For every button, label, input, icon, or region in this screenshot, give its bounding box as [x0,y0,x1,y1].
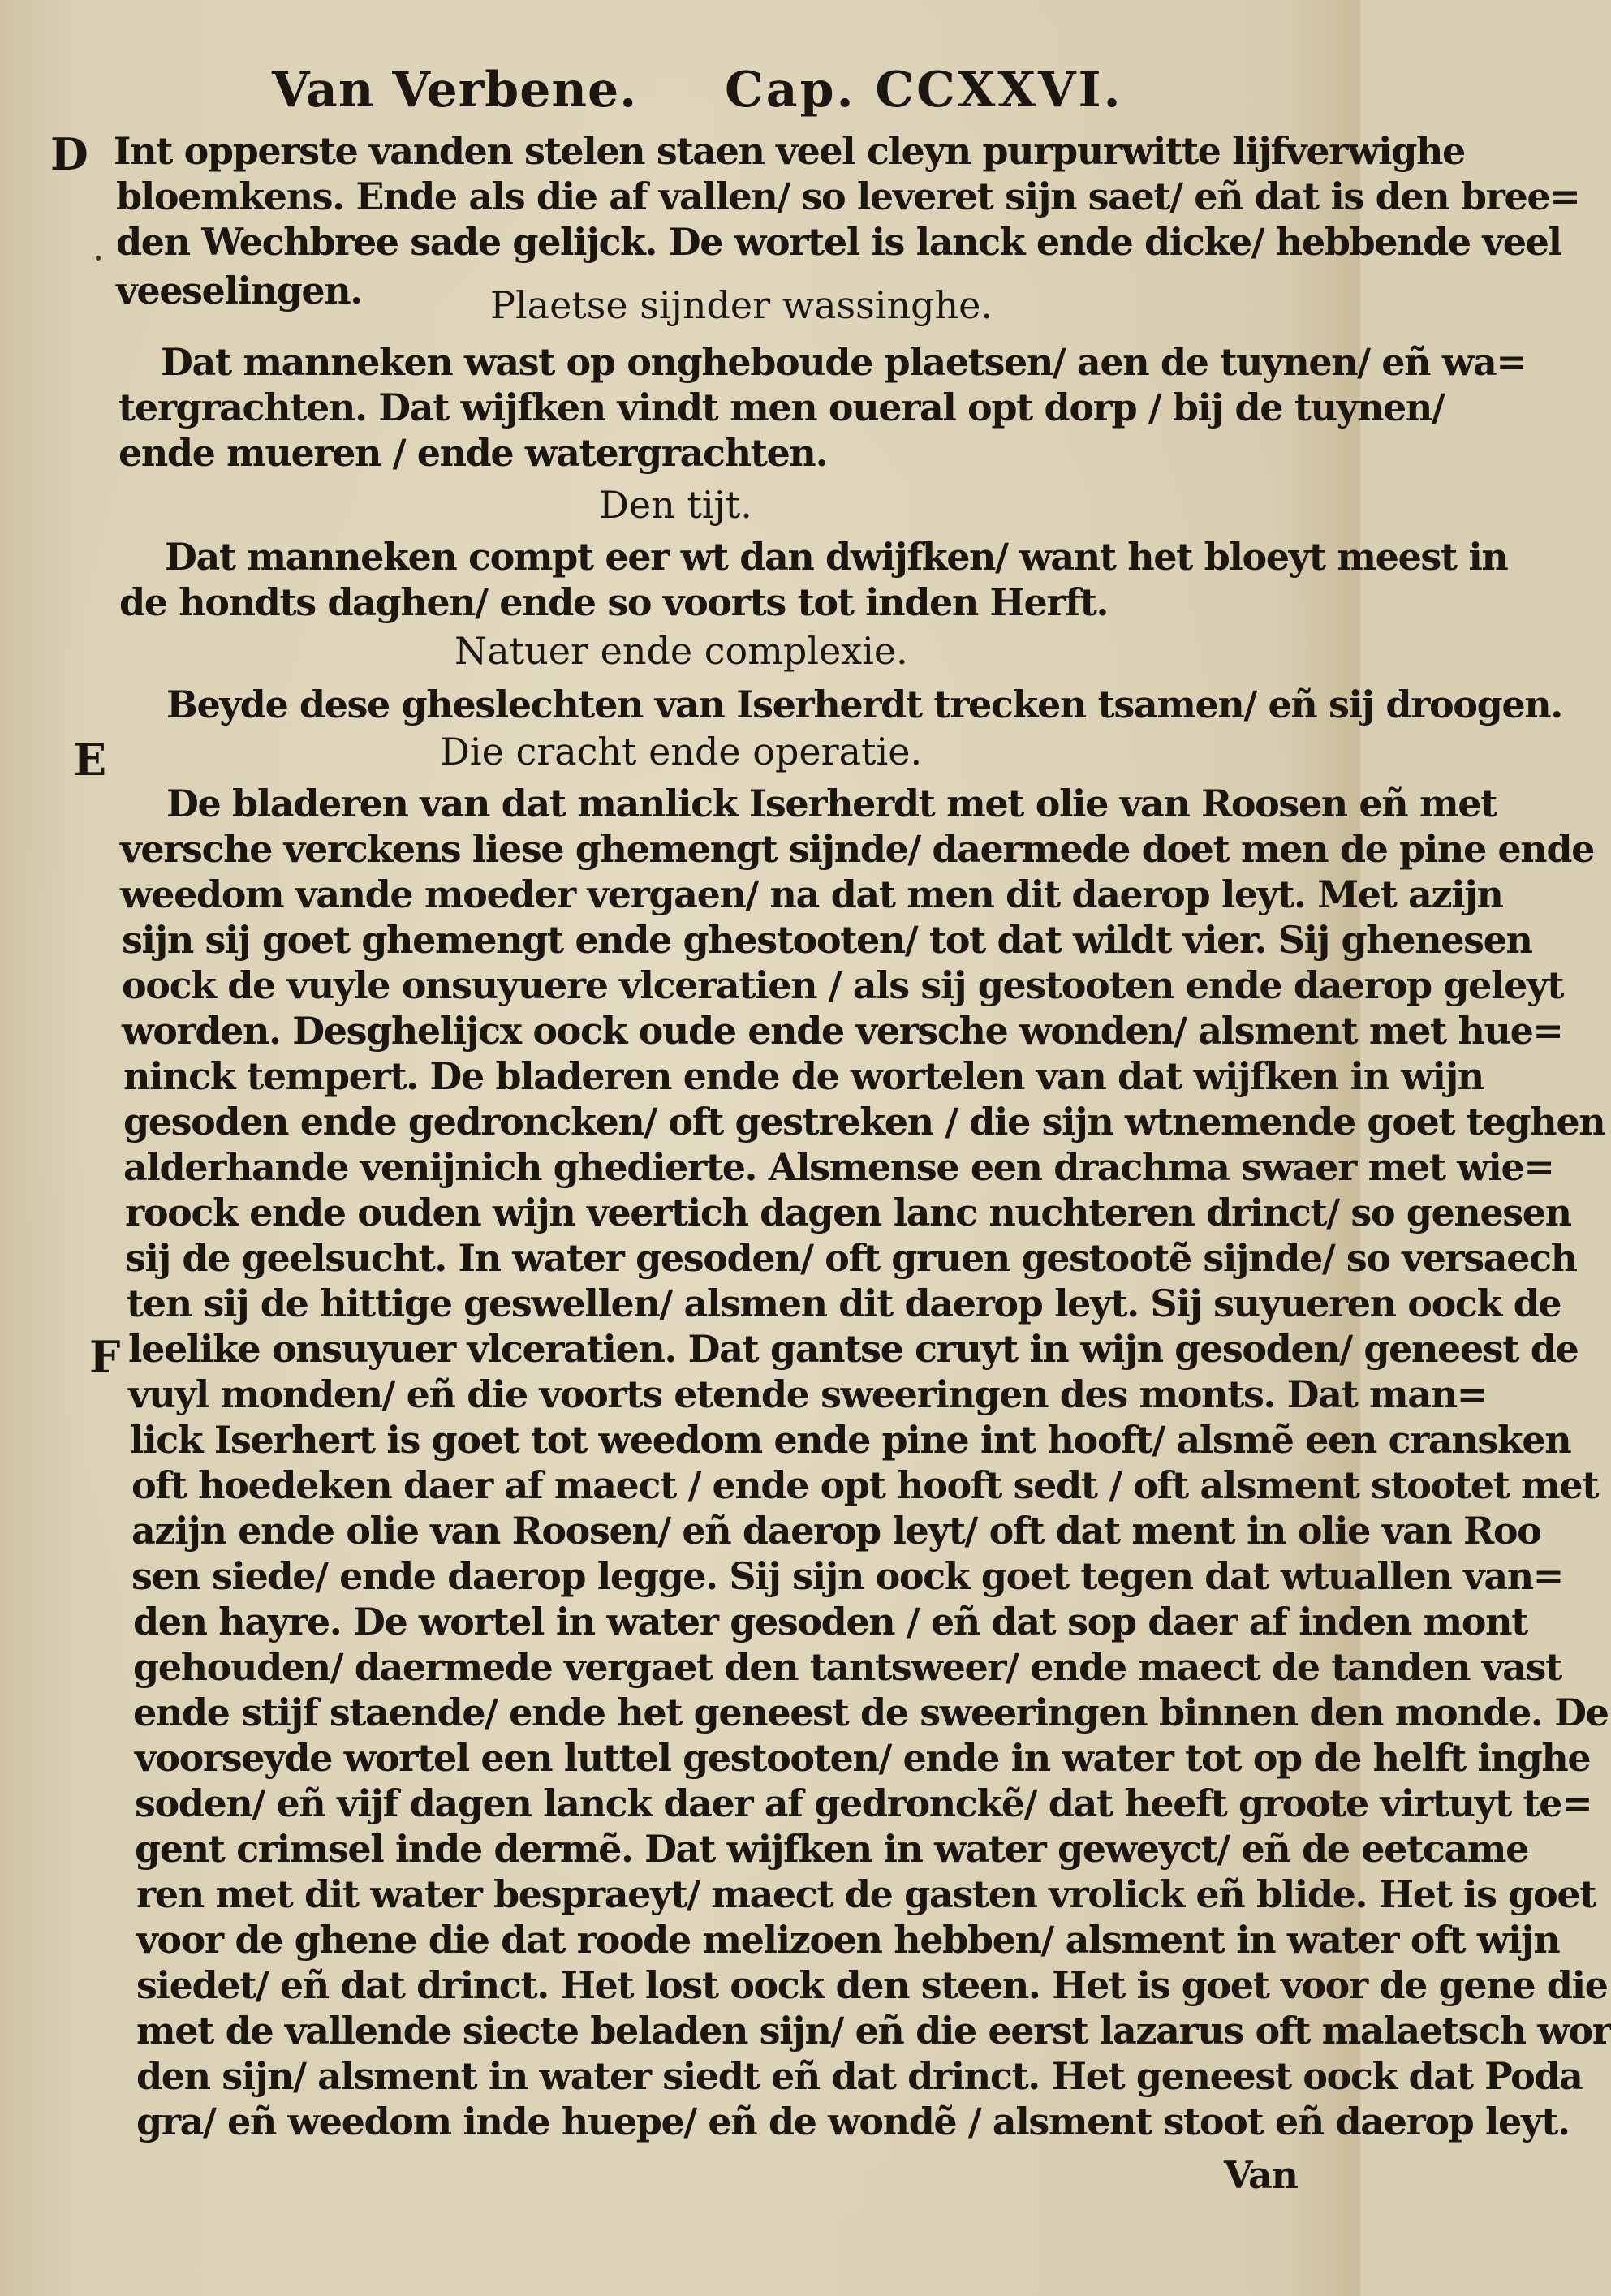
header-title: Van Verbene. [272,62,638,118]
margin-letter-d: D [50,128,88,180]
text-line: sijn sij goet ghemengt ende ghestooten/ tot dat wildt vier. Sij ghenesen [122,918,1532,962]
text-line: weedom vande moeder vergaen/ na dat men dit daerop leyt. Met azijn [120,872,1503,916]
margin-letter-e: E [73,734,107,786]
margin-letter-f: F [89,1331,121,1383]
text-line: sen siede/ ende daerop legge. Sij sijn oock goet tegen dat wtuallen van= [131,1554,1563,1598]
text-line: tergrachten. Dat wijfken vindt men oueral opt dorp / bij de tuynen/ [118,386,1445,429]
text-line: ende mueren / ende watergrachten. [118,431,828,475]
text-line: oock de vuyle onsuyuere vlceratien / als sij gestooten ende daerop geleyt [122,963,1564,1007]
catchword: Van [1224,2153,1298,2197]
text-line: Beyde dese gheslechten van Iserherdt trecken tsamen/ eñ sij droogen. [166,683,1562,726]
text-line: veeselingen. [116,269,362,312]
section-heading-nature: Natuer ende complexie. [454,629,908,673]
text-line: ninck tempert. De bladeren ende de wortelen van dat wijfken in wijn [123,1054,1484,1098]
section-heading-place: Plaetse sijnder wassinghe. [490,283,993,327]
text-line: voorseyde wortel een luttel gestooten/ ende in water tot op de helft inghe [135,1736,1591,1780]
text-line: De bladeren van dat manlick Iserherdt met olie van Roosen eñ met [166,782,1497,825]
text-line: Dat manneken wast op ongheboude plaetsen/ aen de tuynen/ eñ wa= [161,340,1527,384]
text-line: ende stijf staende/ ende het geneest de sweeringen binnen den monde. De [133,1691,1609,1734]
text-line: versche verckens liese ghemengt sijnde/ daermede doet men de pine ende [120,827,1594,871]
text-line: den sijn/ alsment in water siedt eñ dat drinct. Het geneest oock dat Poda [136,2054,1583,2098]
text-line: leelike onsuyuer vlceratien. Dat gantse cruyt in wijn gesoden/ geneest de [128,1327,1579,1371]
text-line: oft hoedeken daer af maect / ende opt hooft sedt / oft alsment stootet met [131,1463,1599,1507]
text-line: siedet/ eñ dat drinct. Het lost oock den steen. Het is goet voor de gene die [136,1963,1608,2007]
text-line: met de vallende siecte beladen sijn/ eñ die eerst lazarus oft malaetsch wor [136,2009,1611,2053]
text-line: gra/ eñ weedom inde huepe/ eñ de wondẽ / alsment stoot eñ daerop leyt. [136,2100,1570,2143]
text-line: lick Iserhert is goet tot weedom ende pine int hooft/ alsmẽ een cransken [130,1418,1571,1462]
running-header [0,47,1360,128]
section-heading-time: Den tijt. [599,483,752,527]
text-line: gent crimsel inde dermẽ. Dat wijfken in water geweyct/ eñ de eetcame [135,1827,1528,1871]
text-line: den hayre. De wortel in water gesoden / eñ dat sop daer af inden mont [133,1600,1527,1643]
text-line: azijn ende olie van Roosen/ eñ daerop leyt/ oft dat ment in olie van Roo [131,1509,1541,1553]
text-line: Dat manneken compt eer wt dan dwijfken/ want het bloeyt meest in [165,535,1508,579]
section-heading-virtue: Die cracht ende operatie. [440,730,923,773]
ink-dot [96,256,101,261]
chapter-number: Cap. CCXXVI. [725,62,1123,118]
text-line: den Wechbree sade gelijck. De wortel is lanck ende dicke/ hebbende veel [116,220,1561,264]
text-line: ren met dit water bespraeyt/ maect de gasten vrolick eñ blide. Het is goet [136,1872,1596,1916]
text-line: soden/ eñ vijf dagen lanck daer af gedronckẽ/ dat heeft groote virtuyt te= [135,1781,1592,1825]
text-line: worden. Desghelijcx oock oude ende versche wonden/ alsment met hue= [122,1009,1563,1053]
text-line: Int opperste vanden stelen staen veel cleyn purpurwitte lijfverwighe [114,129,1465,173]
text-line: vuyl monden/ eñ die voorts etende sweeringen des monts. Dat man= [128,1372,1487,1416]
text-line: roock ende ouden wijn veertich dagen lanc nuchteren drinct/ so genesen [125,1191,1571,1234]
text-line: gesoden ende gedroncken/ oft gestreken / die sijn wtnemende goet teghen [123,1100,1605,1144]
text-line: de hondts daghen/ ende so voorts tot inden Herft. [119,580,1109,624]
text-line: voor de ghene die dat roode melizoen hebben/ alsment in water oft wijn [136,1918,1560,1962]
text-line: ten sij de hittige geswellen/ alsmen dit daerop leyt. Sij suyueren oock de [127,1282,1561,1325]
text-line: sij de geelsucht. In water gesoden/ oft gruen gestootẽ sijnde/ so versaech [125,1236,1577,1280]
text-line: bloemkens. Ende als die af vallen/ so leveret sijn saet/ eñ dat is den bree= [116,174,1580,218]
text-line: gehouden/ daermede vergaet den tantsweer/ ende maect de tanden vast [133,1645,1561,1689]
text-line: alderhande venijnich ghedierte. Alsmense een drachma swaer met wie= [123,1145,1554,1189]
